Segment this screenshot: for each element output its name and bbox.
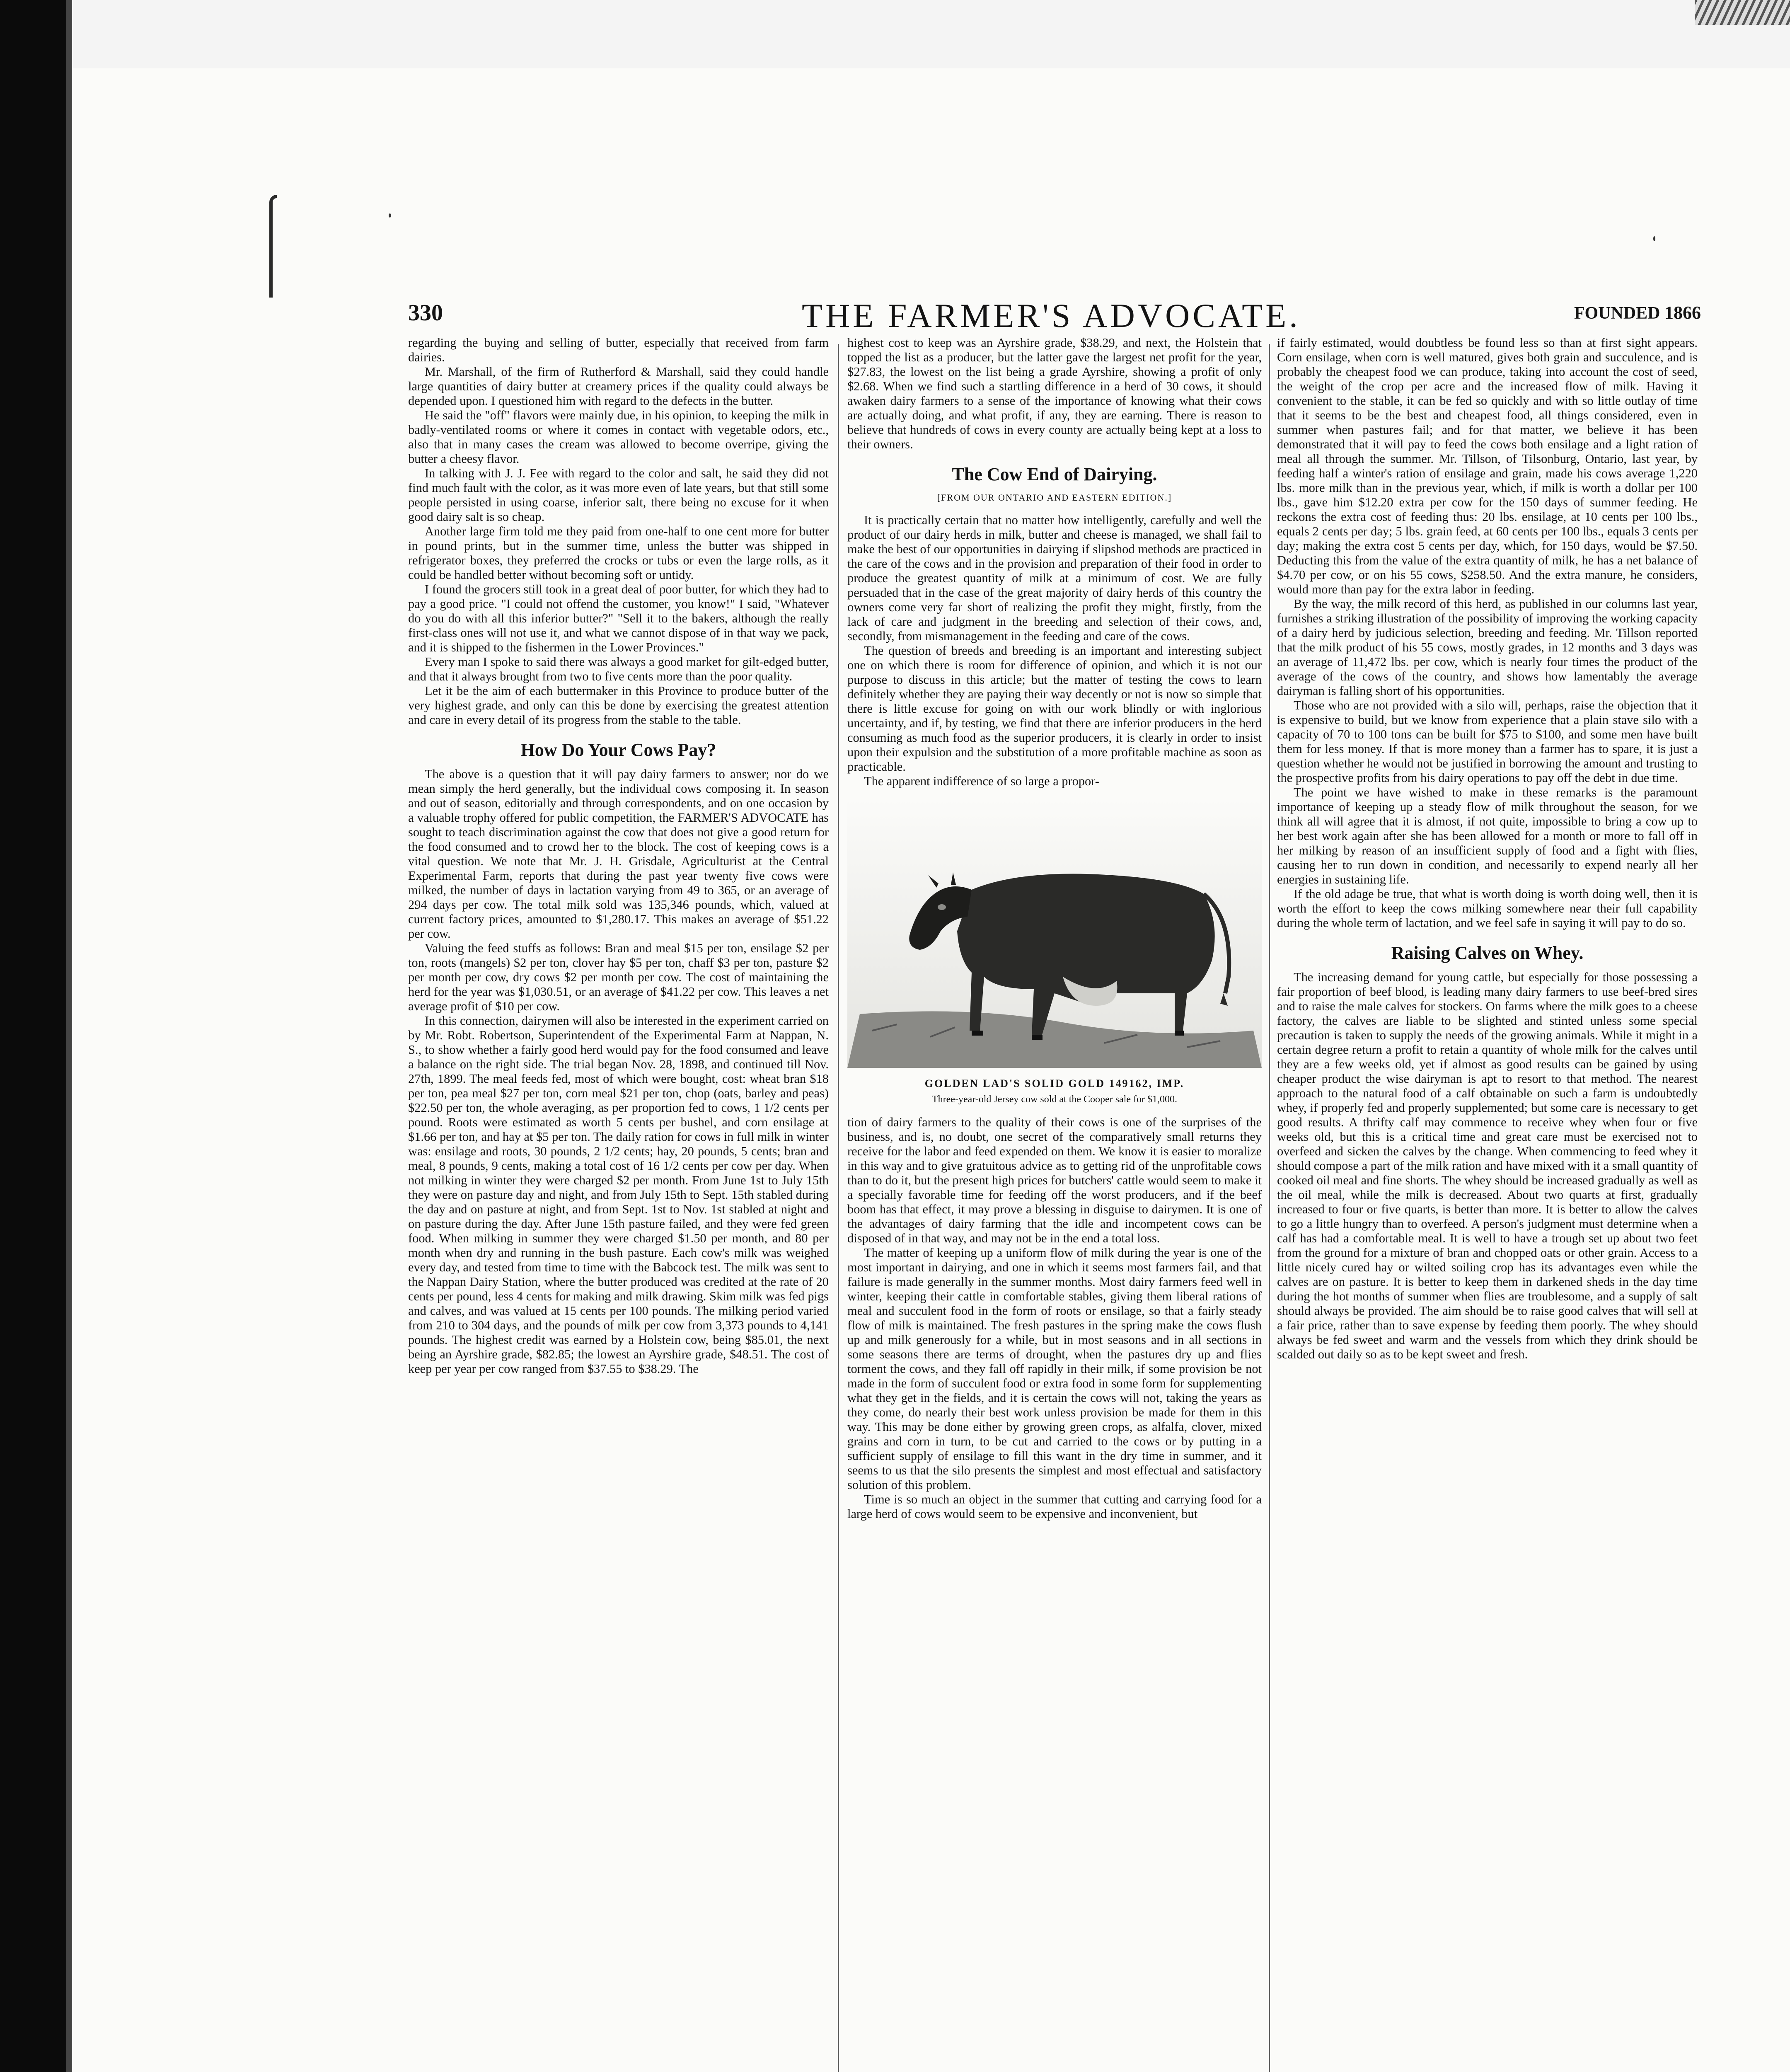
article-paragraph: Let it be the aim of each buttermaker in this Province to produce butter of the very highest grade, and only can this be done by exercising the greatest attention and care in every detail of its progress from the stable to the table. [408, 684, 829, 727]
article-paragraph: Those who are not provided with a silo will, perhaps, raise the objection that it is expensive to build, but we know from experience that a plain stave silo with a capacity of 70 to 100 tons can be built for $75 to $100, and some men have built them for less money. If that is more money than a farmer has to spare, it is just a question whether he would not be justified in borrowing the amount and trusting to the prospective profits from his dairy operations to pay off the debt in due time. [1277, 698, 1698, 785]
article-paragraph: He said the "off" flavors were mainly due, in his opinion, to keeping the milk in badly-ventilated rooms or where it comes in contact with vegetable odors, etc., also that in many cases the cream was allowed to become overripe, giving the butter a cheesy flavor. [408, 408, 829, 466]
article-paragraph: highest cost to keep was an Ayrshire grade, $38.29, and next, the Holstein that topped the list as a producer, but the latter gave the largest net profit for the year, $27.83, the lowest on the list being a grade Ayrshire, showing a profit of only $2.68. When we find such a startling difference in a herd of 30 cows, it should awaken dairy farmers to a sense of the importance of knowing what their cows are actually doing, and what profit, if any, they are earning. There is reason to believe that hundreds of cows in every county are actually being kept at a loss to their owners. [847, 336, 1262, 451]
article-paragraph: Time is so much an object in the summer that cutting and carrying food for a large herd of cows would seem to be expensive and inconvenient, but [847, 1492, 1262, 1521]
article-paragraph: if fairly estimated, would doubtless be found less so than at first sight appears. Corn ensilage, when corn is well matured, gives both grain and succulence, and is probably the cheapest food we can produce, taking into account the cost of seed, the weight of the crop per acre and the increased flow of milk. Having it convenient to the stable, it can be fed so quickly and with so little outlay of time that it seems to be the best and cheapest food, all things considered, even in summer when pastures fail; and for that matter, we believe it has been demonstrated that it will pay to feed the cows both ensilage and a light ration of meal all through the summer. Mr. Tillson, of Tilsonburg, Ontario, last year, by feeding half a winter's ration of ensilage and grain, made his cows average 1,220 lbs. more milk than in the previous year, which, if milk is worth a dollar per 100 lbs., gave him $12.20 extra per cow for the 150 days of summer feeding. He reckons the extra cost of feeding thus: 20 lbs. ensilage, at 10 cents per 100 lbs., equals 2 cents per day; 5 lbs. grain feed, at 60 cents per 100 lbs., equals 3 cents per day; making the extra cost 5 cents per day, which, for 150 days, would be $7.50. Deducting this from the value of the extra quantity of milk, he has a net balance of $4.70 per cow, or on his 55 cows, $258.50. And the extra manure, he considers, would more than pay for the extra labor in feeding. [1277, 336, 1698, 596]
masthead-title: THE FARMER'S ADVOCATE. [802, 297, 1301, 334]
article-paragraph: tion of dairy farmers to the quality of their cows is one of the surprises of the business, and is, no doubt, one secret of the comparatively small returns they receive for the labor and feed expended on them. We know it is easier to moralize in this way and to give gratuitous advice as to getting rid of the unprofitable cows than to do it, but the present high prices for butchers' cattle would seem to make it a specially favorable time for feeding off the worst producers, and if the beef boom has that effect, it may prove a blessing in disguise to dairymen. It is one of the advantages of dairy farming that the idle and incompetent cows can be disposed of in that way, and may not be in the end a total loss. [847, 1115, 1262, 1245]
founded-year: 1866 [1664, 303, 1701, 323]
article-paragraph: The increasing demand for young cattle, but especially for those possessing a fair proportion of beef blood, is leading many dairy farmers to use beef-bred sires and to raise the male calves for stockers. On farms where the milk goes to a cheese factory, the calves are liable to be slighted and stinted unless some special precaution is taken to supply the needs of the growing animals. While it might in a certain degree return a profit to retain a quantity of whole milk for the calves until they are a few weeks old, yet if almost as good results can be gained by using cheaper product the wise dairyman is apt to resort to that method. The nearest approach to the natural food of a calf obtainable on such a farm is undoubtedly whey, if properly fed and properly supplemented; but some care is necessary to get good results. A thrifty calf may commence to receive whey when four or five weeks old, but this is a critical time and great care must be exercised not to overfeed and sicken the calves by the change. When commencing to feed whey it should compose a part of the milk ration and have mixed with it a small quantity of cooked oil meal and fine shorts. The whey should be increased gradually as well as the oil meal, while the milk is decreased. About two quarts at first, gradually increased to four or five quarts, is better than more. It is better to allow the calves to go a little hungry than to overfeed. A person's judgment must determine when a calf has had a comfortable meal. It is well to have a trough set up about two feet from the ground for a mixture of bran and chopped oats or other grain. Access to a little nicely cured hay or wilted soiling crop has its advantages even while the calves are on pasture. It is better to keep them in darkened sheds in the day time during the hot months of summer when flies are troublesome, and a supply of salt should always be provided. The aim should be to raise good calves that will sell at a fair price, rather than to save expense by feeding them poorly. The whey should always be fed sweet and warm and the vessels from which they drink should be scalded out daily so as to be kept sweet and fresh. [1277, 970, 1698, 1361]
scan-bracket-mark [269, 195, 277, 298]
scan-speck [389, 213, 391, 218]
illustration-caption: GOLDEN LAD'S SOLID GOLD 149162, IMP. [924, 1077, 1185, 1089]
edition-note: [FROM OUR ONTARIO AND EASTERN EDITION.] [937, 492, 1172, 503]
page-edge-shadow [66, 0, 72, 2072]
headline-calves-whey: Raising Calves on Whey. [1391, 943, 1584, 963]
torn-corner [1695, 0, 1790, 25]
cow-illustration [847, 799, 1262, 1106]
article-paragraph: Valuing the feed stuffs as follows: Bran and meal $15 per ton, ensilage $2 per ton, roots (mangels) $2 per ton, clover hay $5 per ton, chaff $3 per ton, pasture $2 per month per cow, dry cows $2 per month per cow. The cost of maintaining the herd for the year was $1,030.51, or an average of $41.22 per cow. This leaves a net average profit of $10 per cow. [408, 941, 829, 1013]
column-middle [847, 336, 1262, 1521]
article-paragraph: Every man I spoke to said there was always a good market for gilt-edged butter, and that it always brought from two to five cents more than the poor quality. [408, 655, 829, 683]
column-rule [1269, 344, 1270, 2072]
article-paragraph: Another large firm told me they paid from one-half to one cent more for butter in pound prints, but in the summer time, unless the butter was shipped in refrigerator boxes, they preferred the crocks or tubs or even the large rolls, as it could be handled better without becoming soft or untidy. [408, 524, 829, 582]
article-paragraph: By the way, the milk record of this herd, as published in our columns last year, furnishes a striking illustration of the possibility of improving the working capacity of a dairy herd by judicious selection, breeding and feeding. Mr. Tillson reported that the milk product of his 55 cows, mostly grades, in 12 months and 3 days was an average of 11,472 lbs. per cow, which is nearly four times the product of the average of the cows of the country, and shows how lamentably the average dairyman is falling short of his opportunities. [1277, 597, 1698, 698]
article-paragraph: In this connection, dairymen will also be interested in the experiment carried on by Mr. Robt. Robertson, Superintendent of the Experimental Farm at Nappan, N. S., to show whether a fairly good herd would pay for the food consumed and leave a balance on the right side. The trial began Nov. 28, 1898, and continued till Nov. 27th, 1899. The meal feeds fed, most of which were bought, cost: wheat bran $18 per ton, pea meal $27 per ton, corn meal $21 per ton, chop (oats, barley and peas) $22.50 per ton, the whole averaging, as per proportion fed to cows, 1 1/2 cents per pound. Roots were estimated as worth 5 cents per bushel, and corn ensilage at $1.66 per ton, and hay at $5 per ton. The daily ration for cows in full milk in winter was: ensilage and roots, 30 pounds, 2 1/2 cents; hay, 20 pounds, 5 cents; bran and meal, 8 pounds, 9 cents, making a total cost of 16 1/2 cents per cow per day. When not milking in winter they were charged $2 per month. From June 1st to July 15th they were on pasture day and night, and from July 15th to Sept. 15th stabled during the day and on pasture at night, and from Sept. 1st to Nov. 1st stabled at night and on pasture during the day. After June 15th pasture failed, and they were fed green food. When milking in summer they were charged $1.50 per month, and 80 per month when dry and running in the bush pasture. Each cow's milk was weighed every day, and tested from time to time with the Babcock test. The milk was sent to the Nappan Dairy Station, where the butter produced was credited at the rate of 20 cents per pound, less 4 cents for making and milk drawing. Skim milk was fed pigs and calves, and was valued at 15 cents per 100 pounds. The milking period varied from 210 to 304 days, and the pounds of milk per cow from 3,373 pounds to 4,141 pounds. The highest credit was earned by a Holstein cow, being $85.01, the next being an Ayrshire grade, $82.85; the lowest an Ayrshire grade, $48.51. The cost of keep per year per cow ranged from $37.55 to $38.29. The [408, 1014, 829, 1376]
founded-label: FOUNDED [1574, 304, 1660, 323]
column-rule [838, 344, 839, 2072]
scan-speck [1653, 236, 1655, 241]
illustration-subcaption: Three-year-old Jersey cow sold at the Cooper sale for $1,000. [932, 1094, 1177, 1105]
article-paragraph: I found the grocers still took in a great deal of poor butter, for which they had to pay a good price. "I could not offend the customer, you know!" I said, "Whatever do you do with all this inferior butter?" "Sell it to the bakers, although the really first-class ones will not use it, and what we cannot dispose of in that way we pack, and it is shipped to the fishermen in the Lower Provinces." [408, 582, 829, 654]
article-paragraph: The question of breeds and breeding is an important and interesting subject one on which there is room for difference of opinion, and which it is not our purpose to discuss in this article; but the matter of testing the cows to learn definitely whether they are paying their way decently or not is now so simple that there is little excuse for going on with our work blindly or with inglorious uncertainty, and if, by testing, we find that there are inferior producers in the herd consuming as much food as the superior producers, it is clearly in order to insist upon their expulsion and the substitution of a more profitable machine as soon as practicable. [847, 644, 1262, 774]
article-paragraph: The matter of keeping up a uniform flow of milk during the year is one of the most important in dairying, and one in which it seems most farmers fail, and that failure is made generally in the summer months. Most dairy farmers feed well in winter, keeping their cattle in comfortable stables, giving them liberal rations of meal and succulent food in the form of roots or ensilage, so that a fairly steady flow of milk is maintained. The fresh pastures in the spring make the cows flush up and milk generously for a while, but in most seasons and in all sections in some seasons there are terms of drought, when the pastures dry up and flies torment the cows, and they fall off rapidly in their milk, if some provision be not made in the form of succulent food or extra food in some form for supplementing what they get in the fields, and it is certain the cows will not, taking the years as they come, do nearly their best work unless provision be made for them in this way. This may be done either by growing green crops, as alfalfa, clover, mixed grains and corn in turn, to be cut and carried to the cows or by putting in a sufficient supply of ensilage to fill this want in the dry time in summer, and it seems to us that the silo presents the simplest and most effectual and satisfactory solution of this problem. [847, 1246, 1262, 1492]
scan-left-border [0, 0, 66, 2072]
scan-top-margin [0, 0, 1790, 68]
article-paragraph: The above is a question that it will pay dairy farmers to answer; nor do we mean simply the herd generally, but the individual cows composing it. In season and out of season, editorially and through correspondents, and on one occasion by a valuable trophy offered for public competition, the FARMER'S ADVOCATE has sought to teach discrimination against the cow that does not give a good return for the food consumed and to crowd her to the block. The cost of keeping cows is a vital question. We note that Mr. J. H. Grisdale, Agriculturist at the Central Experimental Farm, reports that during the past year twenty five cows were milked, the number of days in lactation varying from 49 to 365, or an average of 294 days per cow. The total milk sold was 135,346 pounds, which, valued at current factory prices, amounted to $1,280.17. This makes an average of $51.22 per cow. [408, 767, 829, 941]
article-paragraph: It is practically certain that no matter how intelligently, carefully and well the product of our dairy herds in milk, butter and cheese is managed, we shall fail to make the best of our opportunities in dairying if slipshod methods are practiced in the care of the cows and in the provision and preparation of their food in order to produce the greatest quantity of milk at a minimum of cost. We are fully persuaded that in the case of the great majority of dairy herds of this country the owners come very far short of realizing the profit they might, firstly, from the lack of care and judgment in the breeding and selection of their cows, and, secondly, from mismanagement in the feeding and care of the cows. [847, 513, 1262, 643]
page-header [408, 296, 1701, 334]
article-paragraph: If the old adage be true, that what is worth doing is worth doing well, then it is worth the effort to keep the cows milking somewhere near their full capability during the whole term of lactation, and we feel safe in saying it will pay to do so. [1277, 887, 1698, 930]
article-paragraph: The apparent indifference of so large a propor- [864, 774, 1099, 788]
article-paragraph: The point we have wished to make in these remarks is the paramount importance of keeping up a steady flow of milk throughout the season, for we think all will agree that it is almost, if not quite, impossible to bring a cow up to her best work again after she has been allowed for a month or more to fall off in her milking by reason of an insufficient supply of food and a fight with flies, causing her to run down in condition, and necessarily to expend nearly all her energies in sustaining life. [1277, 785, 1698, 886]
headline-cows-pay: How Do Your Cows Pay? [520, 740, 716, 760]
column-left [408, 336, 829, 1376]
jersey-cow-image [847, 799, 1262, 1068]
article-paragraph: In talking with J. J. Fee with regard to the color and salt, he said they did not find much fault with the color, as it was more even of late years, but that still some people persisted in using coarse, inferior salt, there being no excuse for it when good dairy salt is so cheap. [408, 466, 829, 524]
article-paragraph: regarding the buying and selling of butter, especially that received from farm dairies. [408, 336, 829, 364]
page-number: 330 [408, 300, 443, 326]
founded-note [1574, 302, 1701, 323]
column-right [1277, 336, 1698, 1362]
article-paragraph: Mr. Marshall, of the firm of Rutherford & Marshall, said they could handle large quantities of dairy butter at creamery prices if the quality could always be depended upon. I questioned him with regard to the defects in the butter. [408, 365, 829, 408]
headline-cow-end: The Cow End of Dairying. [952, 464, 1157, 484]
